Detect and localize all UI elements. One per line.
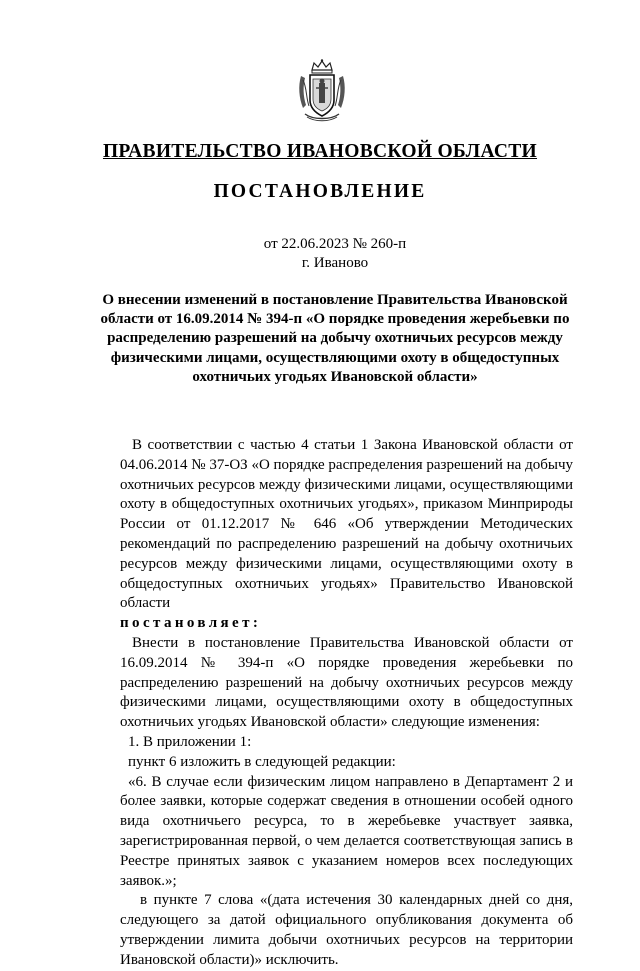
- date-number: от 22.06.2023 № 260-п: [263, 236, 407, 252]
- paragraph-item-6-text: «6. В случае если физическим лицом направлено в Департамент 2 и более заявки, которые содержат сведения в отношении особей одного вида охотничьего ресурса, то в жеребьевке участвует заявка, зарегистрированная первой, о чем делается соответствующая запись в Реестре принятых заявок с указанием номеров всех последующих заявок.»;: [120, 773, 573, 889]
- government-name: ПРАВИТЕЛЬСТВО ИВАНОВСКОЙ ОБЛАСТИ: [102, 141, 538, 162]
- paragraph-amend: Внести в постановление Правительства Ивановской области от 16.09.2014 № 394-п «О порядке проведения жеребьевки по распределению разрешений на добычу охотничьих ресурсов между физическими лицами, осуществляющими охоту в общедоступных охотничьих угодьях Ивановской области» следующие изменения:: [120, 634, 573, 731]
- coat-of-arms-icon: [297, 58, 347, 124]
- document-title: О внесении изменений в постановление Правительства Ивановской области от 16.09.2014 № 394-п «О порядке проведения жеребьевки по распределению разрешений на добычу охотничьих ресурсов между физическими лицами, осуществляющими охоту в общедоступных охотничьих угодьях Ивановской области»: [100, 292, 570, 385]
- city: г. Иваново: [301, 255, 369, 271]
- paragraph-item-6-intro: пункт 6 изложить в следующей редакции:: [128, 753, 396, 770]
- paragraph-item-1: 1. В приложении 1:: [128, 733, 252, 750]
- document-body: [120, 436, 573, 971]
- paragraph-decree: постановляет:: [120, 615, 262, 632]
- paragraph-preamble: В соответствии с частью 4 статьи 1 Закона Ивановской области от 04.06.2014 № 37-ОЗ «О порядке распределения разрешений на добычу охотничьих ресурсов между физическими лицами, осуществляющими охоту в общедоступных охотничьих угодьях», приказом Минприроды России от 01.12.2017 № 646 «Об утверждении Методических рекомендаций по распределению разрешений на добычу охотничьих ресурсов между физическими лицами, осуществляющими охоту в общедоступных охотничьих угодьях» Правительство Ивановской области: [120, 437, 573, 612]
- document-type: ПОСТАНОВЛЕНИЕ: [213, 181, 427, 202]
- paragraph-item-7: в пункте 7 слова «(дата истечения 30 календарных дней со дня, следующего за датой официального опубликования документа об утверждении лимита добычи охотничьих ресурсов на территории Ивановской области)» исключить.: [120, 892, 573, 968]
